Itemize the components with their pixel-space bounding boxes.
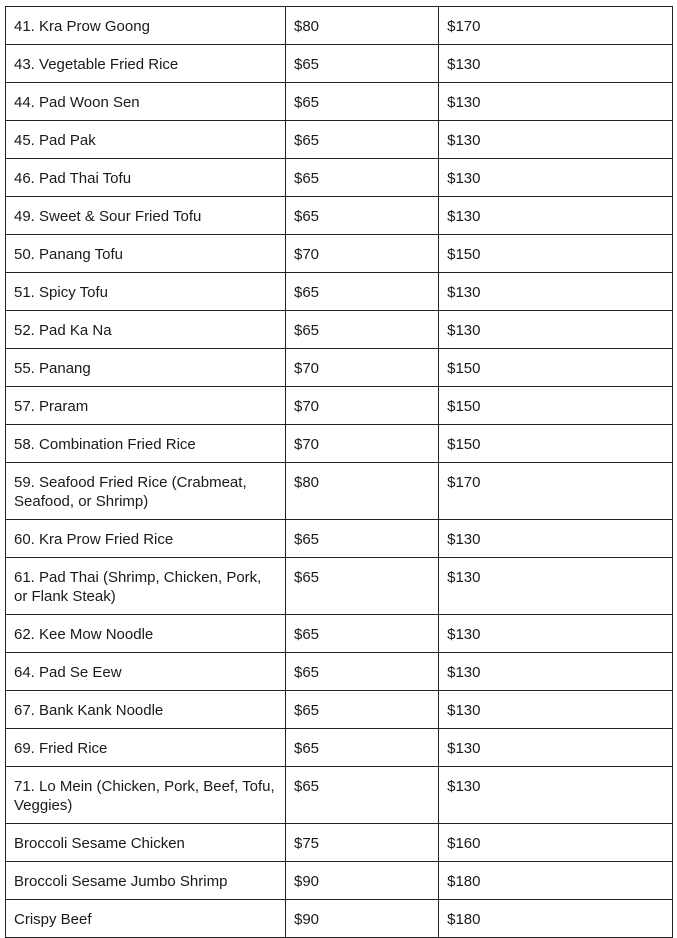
small-price-cell: $65 [286,159,439,197]
dish-name-cell: 64. Pad Se Eew [6,653,286,691]
small-price-cell: $90 [286,862,439,900]
table-row [6,273,673,311]
small-price-cell: $80 [286,463,439,520]
small-price-cell: $70 [286,235,439,273]
dish-name-cell: Broccoli Sesame Chicken [6,824,286,862]
dish-name-cell: 45. Pad Pak [6,121,286,159]
table-row [6,615,673,653]
table-row [6,767,673,824]
large-price-cell: $130 [439,159,673,197]
small-price-cell: $65 [286,311,439,349]
table-row [6,197,673,235]
small-price-cell: $65 [286,558,439,615]
dish-name-cell: 61. Pad Thai (Shrimp, Chicken, Pork, or Flank Steak) [6,558,286,615]
small-price-cell: $75 [286,824,439,862]
large-price-cell: $130 [439,691,673,729]
table-row [6,824,673,862]
small-price-cell: $70 [286,387,439,425]
table-row [6,121,673,159]
small-price-cell: $65 [286,83,439,121]
large-price-cell: $130 [439,615,673,653]
dish-name-cell: 52. Pad Ka Na [6,311,286,349]
dish-name-cell: 71. Lo Mein (Chicken, Pork, Beef, Tofu, Veggies) [6,767,286,824]
large-price-cell: $180 [439,900,673,938]
dish-name-cell: 50. Panang Tofu [6,235,286,273]
dish-name-cell: Crispy Beef [6,900,286,938]
large-price-cell: $130 [439,311,673,349]
dish-name-cell: 59. Seafood Fried Rice (Crabmeat, Seafood, or Shrimp) [6,463,286,520]
dish-name-cell: 67. Bank Kank Noodle [6,691,286,729]
table-row [6,235,673,273]
large-price-cell: $130 [439,83,673,121]
small-price-cell: $65 [286,45,439,83]
large-price-cell: $130 [439,121,673,159]
table-row [6,311,673,349]
dish-name-cell: 55. Panang [6,349,286,387]
table-row [6,45,673,83]
small-price-cell: $70 [286,349,439,387]
large-price-cell: $170 [439,463,673,520]
small-price-cell: $65 [286,767,439,824]
large-price-cell: $130 [439,197,673,235]
large-price-cell: $160 [439,824,673,862]
small-price-cell: $65 [286,653,439,691]
large-price-cell: $150 [439,349,673,387]
table-row [6,387,673,425]
dish-name-cell: 41. Kra Prow Goong [6,7,286,45]
small-price-cell: $80 [286,7,439,45]
menu-price-table [5,6,673,938]
small-price-cell: $65 [286,615,439,653]
table-row [6,425,673,463]
table-row [6,729,673,767]
dish-name-cell: 51. Spicy Tofu [6,273,286,311]
table-row [6,691,673,729]
small-price-cell: $90 [286,900,439,938]
small-price-cell: $65 [286,121,439,159]
table-row [6,558,673,615]
large-price-cell: $130 [439,653,673,691]
small-price-cell: $65 [286,729,439,767]
dish-name-cell: 69. Fried Rice [6,729,286,767]
dish-name-cell: 43. Vegetable Fried Rice [6,45,286,83]
large-price-cell: $130 [439,767,673,824]
dish-name-cell: 57. Praram [6,387,286,425]
large-price-cell: $130 [439,729,673,767]
table-row [6,653,673,691]
table-row [6,7,673,45]
large-price-cell: $130 [439,520,673,558]
large-price-cell: $150 [439,387,673,425]
large-price-cell: $150 [439,235,673,273]
large-price-cell: $170 [439,7,673,45]
small-price-cell: $65 [286,273,439,311]
dish-name-cell: 44. Pad Woon Sen [6,83,286,121]
dish-name-cell: 62. Kee Mow Noodle [6,615,286,653]
large-price-cell: $180 [439,862,673,900]
small-price-cell: $65 [286,691,439,729]
table-row [6,159,673,197]
large-price-cell: $150 [439,425,673,463]
table-row [6,520,673,558]
small-price-cell: $65 [286,197,439,235]
dish-name-cell: 46. Pad Thai Tofu [6,159,286,197]
table-row [6,463,673,520]
dish-name-cell: 60. Kra Prow Fried Rice [6,520,286,558]
table-row [6,862,673,900]
table-row [6,900,673,938]
large-price-cell: $130 [439,558,673,615]
small-price-cell: $65 [286,520,439,558]
dish-name-cell: 58. Combination Fried Rice [6,425,286,463]
dish-name-cell: Broccoli Sesame Jumbo Shrimp [6,862,286,900]
large-price-cell: $130 [439,45,673,83]
large-price-cell: $130 [439,273,673,311]
table-row [6,83,673,121]
dish-name-cell: 49. Sweet & Sour Fried Tofu [6,197,286,235]
small-price-cell: $70 [286,425,439,463]
table-row [6,349,673,387]
